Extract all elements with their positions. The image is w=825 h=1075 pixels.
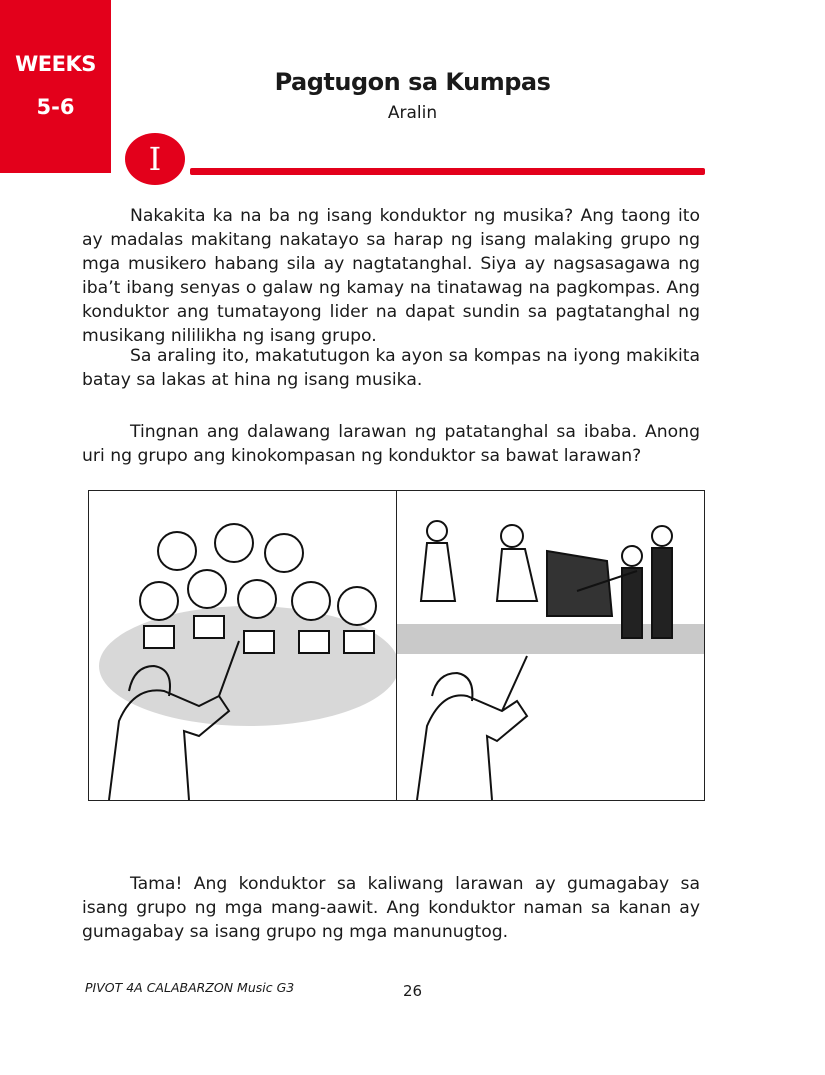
song-book: [244, 631, 274, 653]
singer-head: [158, 532, 196, 570]
intro-paragraph: Nakakita ka na ba ng isang konduktor ng musika? Ang taong ito ay madalas makitang nakatayo sa harap ng isang malaking grupo ng mga musikero habang sila ay nagtatanghal. Siya ay nagsasagawa ng iba’t ibang senyas o galaw ng kamay na tinatawag na pagkompas. Ang konduktor ang tumatayong lider na dapat sundin sa pagtatanghal ng musikang nililikha ng isang grupo.: [82, 206, 700, 346]
song-book: [194, 616, 224, 638]
footer-source: PIVOT 4A CALABARZON Music G3: [85, 980, 295, 995]
trombonist-body: [622, 568, 642, 638]
section-divider: [190, 168, 705, 175]
singer-head: [265, 534, 303, 572]
orchestra-drawing: [397, 491, 704, 800]
weeks-range: 5-6: [36, 95, 75, 119]
choir-drawing: [89, 491, 396, 800]
trumpeter-body: [652, 548, 672, 638]
weeks-label: WEEKS: [15, 52, 96, 76]
conductor-body: [417, 695, 527, 800]
trombonist-head: [622, 546, 642, 566]
page-number: 26: [403, 982, 423, 1000]
trumpeter-head: [652, 526, 672, 546]
pianist-head: [501, 525, 523, 547]
violinist-head: [427, 521, 447, 541]
question-paragraph: Tingnan ang dalawang larawan ng patatanghal sa ibaba. Anong uri ng grupo ang kinokompasan ng konduktor sa bawat larawan?: [82, 422, 700, 466]
pianist-body: [497, 549, 537, 601]
weeks-tab: [0, 0, 111, 173]
song-book: [344, 631, 374, 653]
page-subtitle: Aralin: [387, 103, 438, 123]
song-book: [144, 626, 174, 648]
singer-head: [215, 524, 253, 562]
orchestra-conductor-illustration: [397, 491, 704, 800]
singer-head: [188, 570, 226, 608]
singer-head: [238, 580, 276, 618]
illustration-frame: [88, 490, 705, 801]
section-marker: I: [125, 133, 185, 185]
singer-head: [338, 587, 376, 625]
answer-paragraph: Tama! Ang konduktor sa kaliwang larawan ay gumagabay sa isang grupo ng mga mang-aawit. Ang konduktor naman sa kanan ay gumagabay sa isang grupo ng mga manunugtog.: [82, 874, 700, 942]
lesson-paragraph: Sa araling ito, makatutugon ka ayon sa kompas na iyong makikita batay sa lakas at hina ng isang musika.: [82, 346, 700, 390]
choir-conductor-illustration: [89, 491, 397, 800]
song-book: [299, 631, 329, 653]
violinist-body: [421, 543, 455, 601]
singer-head: [140, 582, 178, 620]
singer-head: [292, 582, 330, 620]
page-title: Pagtugon sa Kumpas: [274, 68, 551, 96]
